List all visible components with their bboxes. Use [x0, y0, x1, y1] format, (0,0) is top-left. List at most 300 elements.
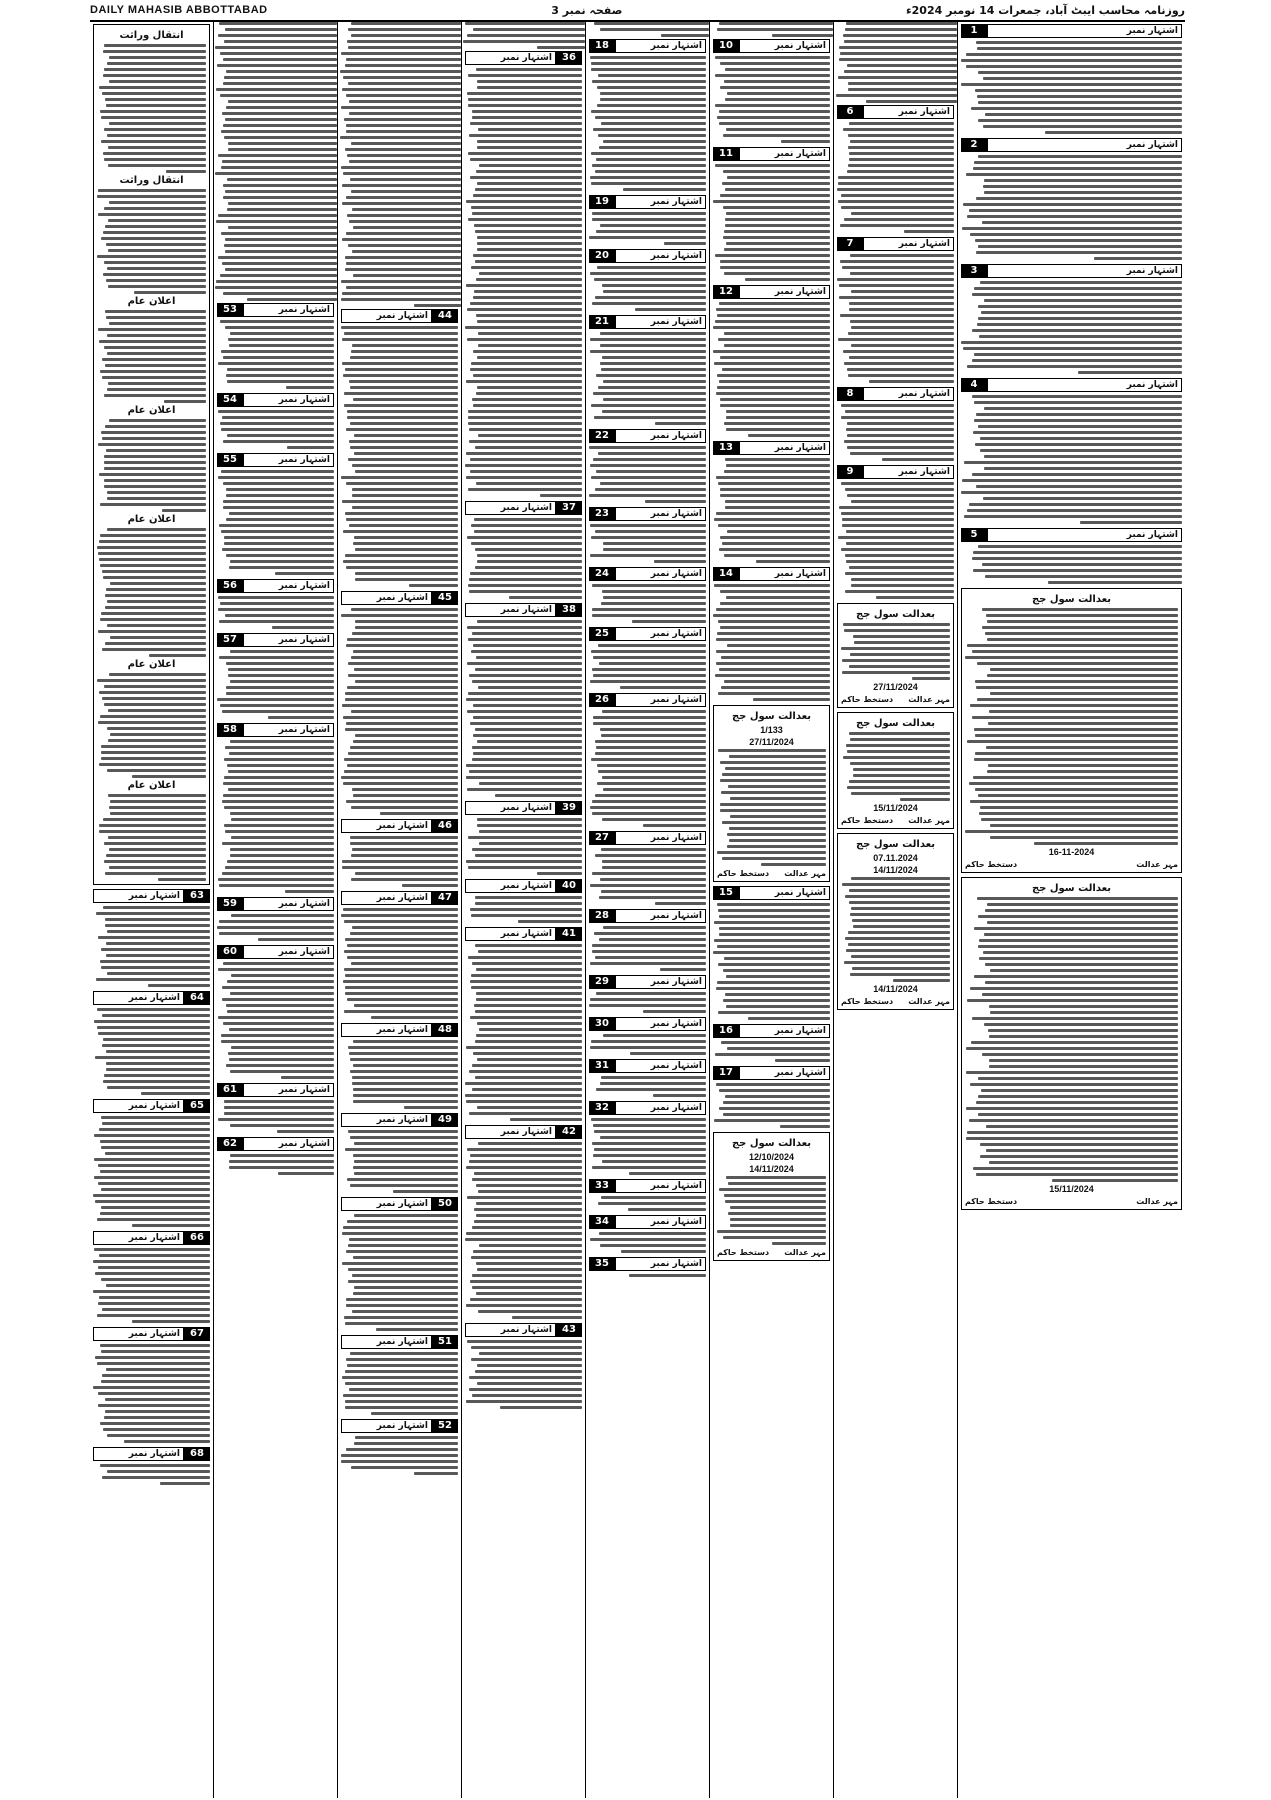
classified-notice	[961, 528, 1182, 584]
column-8	[958, 22, 1185, 1798]
ad-number-tag	[961, 24, 1182, 38]
classified-notice	[589, 39, 706, 191]
ad-number-label: اشتہار نمبر	[341, 1335, 432, 1349]
classified-notice	[341, 1023, 458, 1109]
ad-number-tag	[217, 303, 334, 317]
ad-number: 57	[217, 633, 243, 647]
ad-number-tag	[589, 831, 706, 845]
court-signature	[841, 816, 950, 825]
classified-notice	[961, 138, 1182, 260]
ad-number-tag	[589, 909, 706, 923]
text-lines	[214, 22, 337, 301]
ad-number-label: اشتہار نمبر	[243, 633, 334, 647]
text-lines	[834, 22, 957, 103]
ad-number-tag	[589, 1215, 706, 1229]
text-lines	[589, 524, 706, 563]
text-lines	[713, 584, 830, 701]
ad-number-label: اشتہار نمبر	[243, 453, 334, 467]
text-lines	[589, 644, 706, 689]
ad-number-tag	[465, 927, 582, 941]
ad-number-label: اشتہار نمبر	[615, 693, 706, 707]
court-signature	[965, 860, 1178, 869]
text-lines	[341, 836, 458, 887]
classified-notice	[465, 879, 582, 923]
text-lines	[713, 302, 830, 437]
ad-number-tag	[713, 886, 830, 900]
classified-notice	[93, 1447, 210, 1485]
ad-number-label: اشتہار نمبر	[739, 567, 830, 581]
ad-number: 68	[184, 1447, 210, 1461]
classified-notice	[589, 507, 706, 563]
ad-number-tag	[589, 507, 706, 521]
ad-number-label: اشتہار نمبر	[341, 1197, 432, 1211]
text-lines	[465, 944, 582, 1121]
text-lines	[462, 22, 585, 49]
ad-number: 7	[837, 237, 863, 251]
classified-notice	[589, 1215, 706, 1253]
ad-number-tag	[465, 1323, 582, 1337]
notice-heading: انتقال وراثت	[119, 175, 184, 186]
classified-notice	[961, 378, 1182, 524]
ad-number: 11	[713, 147, 739, 161]
classified-notice	[713, 147, 830, 281]
ad-number: 37	[556, 501, 582, 515]
notice-heading: اعلان عام	[127, 405, 176, 416]
ad-number: 46	[432, 819, 458, 833]
text-lines	[589, 266, 706, 311]
text-lines	[465, 896, 582, 923]
ad-number-label: اشتہار نمبر	[465, 927, 556, 941]
court-signature	[841, 695, 950, 704]
ad-number: 49	[432, 1113, 458, 1127]
text-lines	[589, 212, 706, 245]
ad-number-tag	[589, 975, 706, 989]
text-lines	[341, 1214, 458, 1331]
classified-notice	[341, 1197, 458, 1331]
ad-number-label: اشتہار نمبر	[615, 195, 706, 209]
newspaper-page	[90, 22, 1185, 1798]
ad-number: 19	[589, 195, 615, 209]
classified-notice	[93, 1327, 210, 1443]
ad-number-label: اشتہار نمبر	[739, 886, 830, 900]
masthead-title: DAILY MAHASIB ABBOTTABAD	[90, 4, 268, 16]
classified-notice	[465, 1323, 582, 1409]
signature-text: دستخط حاکم	[841, 816, 894, 825]
ad-number: 55	[217, 453, 243, 467]
ad-number-label: اشتہار نمبر	[243, 723, 334, 737]
text-lines	[93, 1008, 210, 1095]
text-lines	[93, 1116, 210, 1227]
ad-number-label: اشتہار نمبر	[465, 801, 556, 815]
text-lines	[93, 1248, 210, 1323]
classified-notice	[713, 886, 830, 1020]
ad-number-tag	[961, 264, 1182, 278]
masthead-date: روزنامہ محاسب ایبٹ آباد، جمعرات 14 نومبر 2024ء	[906, 3, 1185, 17]
classified-notice	[465, 603, 582, 797]
text-lines	[341, 326, 458, 587]
text-lines	[217, 320, 334, 389]
notice-heading: بعدالت سول جج	[855, 839, 936, 850]
text-lines	[713, 1083, 830, 1128]
text-lines	[710, 22, 833, 37]
text-lines	[965, 608, 1178, 845]
text-lines	[589, 1034, 706, 1055]
classified-notice	[341, 1335, 458, 1415]
text-lines	[589, 1196, 706, 1211]
classified-notice	[341, 591, 458, 815]
classified-notice	[589, 1179, 706, 1211]
date-stamp: 12/10/2024	[748, 1152, 795, 1162]
text-lines	[589, 1076, 706, 1097]
ad-number-tag	[589, 627, 706, 641]
ad-number-tag	[465, 801, 582, 815]
ad-number-label: اشتہار نمبر	[615, 627, 706, 641]
text-lines	[713, 56, 830, 143]
text-lines	[217, 596, 334, 629]
ad-number-label: اشتہار نمبر	[243, 1137, 334, 1151]
masthead	[90, 0, 1185, 22]
court-signature	[717, 1248, 826, 1257]
ad-number-label: اشتہار نمبر	[465, 51, 556, 65]
ad-number: 65	[184, 1099, 210, 1113]
ad-number-tag	[713, 39, 830, 53]
ad-number: 22	[589, 429, 615, 443]
classified-notice	[93, 1099, 210, 1227]
text-lines	[97, 44, 206, 173]
ad-number: 36	[556, 51, 582, 65]
text-lines	[589, 584, 706, 623]
ad-number-label: اشتہار نمبر	[93, 1327, 184, 1341]
text-lines	[341, 1436, 458, 1475]
ad-number-label: اشتہار نمبر	[987, 138, 1182, 152]
text-lines	[97, 794, 206, 881]
ad-number-tag	[589, 1059, 706, 1073]
ad-number-tag	[713, 441, 830, 455]
ad-number-tag	[217, 393, 334, 407]
text-lines	[713, 903, 830, 1020]
column-7	[834, 22, 958, 1798]
ad-number-label: اشتہار نمبر	[615, 1257, 706, 1271]
seal-text: مہر عدالت	[784, 1248, 826, 1257]
text-lines	[217, 740, 334, 893]
ad-number: 50	[432, 1197, 458, 1211]
signature-text: دستخط حاکم	[841, 695, 894, 704]
ad-number: 35	[589, 1257, 615, 1271]
column-4	[462, 22, 586, 1798]
ad-number: 51	[432, 1335, 458, 1349]
classified-notice	[465, 927, 582, 1121]
text-lines	[465, 818, 582, 875]
ad-number-label: اشتہار نمبر	[615, 831, 706, 845]
classified-notice	[465, 801, 582, 875]
signature-text: دستخط حاکم	[965, 860, 1018, 869]
ad-number: 28	[589, 909, 615, 923]
ad-number: 40	[556, 879, 582, 893]
ad-number: 20	[589, 249, 615, 263]
ad-number-label: اشتہار نمبر	[341, 309, 432, 323]
ad-number-tag	[961, 138, 1182, 152]
classified-notice	[589, 1059, 706, 1097]
text-lines	[465, 1142, 582, 1319]
ad-number: 14	[713, 567, 739, 581]
date-stamp: 16-11-2024	[1048, 847, 1095, 857]
classified-notice	[589, 249, 706, 311]
ad-number: 29	[589, 975, 615, 989]
notices-block	[93, 24, 210, 885]
ad-number-tag	[837, 237, 954, 251]
classified-notice	[837, 465, 954, 599]
date-stamp: 14/11/2024	[873, 865, 918, 875]
ad-number: 62	[217, 1137, 243, 1151]
seal-text: مہر عدالت	[784, 869, 826, 878]
ad-number: 44	[432, 309, 458, 323]
notice-heading: بعدالت سول جج	[855, 609, 936, 620]
date-stamp: 27/11/2024	[873, 682, 918, 692]
classified-notice	[589, 1017, 706, 1055]
column-2	[214, 22, 338, 1798]
ad-number-label: اشتہار نمبر	[739, 147, 830, 161]
classified-notice	[589, 831, 706, 905]
ad-number-label: اشتہار نمبر	[739, 39, 830, 53]
text-lines	[97, 189, 206, 294]
notice-heading: انتقال وراثت	[119, 30, 184, 41]
text-lines	[837, 122, 954, 233]
ad-number-tag	[961, 528, 1182, 542]
text-lines	[589, 926, 706, 971]
ad-number-tag	[341, 1197, 458, 1211]
signature-text: دستخط حاکم	[717, 1248, 770, 1257]
ad-number-label: اشتہار نمبر	[987, 378, 1182, 392]
ad-number: 47	[432, 891, 458, 905]
ad-number: 12	[713, 285, 739, 299]
classified-notice	[217, 393, 334, 449]
ad-number-tag	[341, 591, 458, 605]
text-lines	[217, 1100, 334, 1133]
classified-notice	[465, 501, 582, 599]
ad-number-tag	[93, 1327, 210, 1341]
ad-number: 3	[961, 264, 987, 278]
ad-number: 6	[837, 105, 863, 119]
classified-notice	[837, 237, 954, 383]
ad-number-label: اشتہار نمبر	[243, 393, 334, 407]
classified-notice	[341, 819, 458, 887]
classified-notice	[589, 909, 706, 971]
ad-number-label: اشتہار نمبر	[93, 889, 184, 903]
court-notice	[837, 712, 954, 829]
ad-number-tag	[961, 378, 1182, 392]
column-3	[338, 22, 462, 1798]
classified-notice	[217, 579, 334, 629]
text-lines	[589, 992, 706, 1013]
ad-number: 9	[837, 465, 863, 479]
text-lines	[841, 732, 950, 801]
ad-number-tag	[713, 1024, 830, 1038]
ad-number-label: اشتہار نمبر	[341, 891, 432, 905]
ad-number-tag	[341, 309, 458, 323]
classified-notice	[217, 945, 334, 1079]
ad-number: 1	[961, 24, 987, 38]
ad-number-tag	[341, 1113, 458, 1127]
notice-heading: بعدالت سول جج	[1031, 594, 1112, 605]
ad-number-label: اشتہار نمبر	[341, 591, 432, 605]
classified-notice	[589, 693, 706, 827]
ad-number-tag	[217, 723, 334, 737]
ad-number-label: اشتہار نمبر	[615, 429, 706, 443]
ad-number: 2	[961, 138, 987, 152]
ad-number-label: اشتہار نمبر	[341, 1419, 432, 1433]
text-lines	[97, 673, 206, 778]
classified-notice	[589, 1257, 706, 1277]
ad-number: 38	[556, 603, 582, 617]
ad-number: 59	[217, 897, 243, 911]
ad-number-tag	[341, 1419, 458, 1433]
text-lines	[465, 68, 582, 497]
ad-number-tag	[341, 1023, 458, 1037]
text-lines	[93, 1464, 210, 1485]
ad-number-label: اشتہار نمبر	[465, 1125, 556, 1139]
ad-number-label: اشتہار نمبر	[863, 465, 954, 479]
notice-heading: بعدالت سول جج	[855, 718, 936, 729]
text-lines	[961, 395, 1182, 524]
classified-notice	[217, 453, 334, 575]
ad-number: 5	[961, 528, 987, 542]
classified-notice	[837, 387, 954, 461]
ad-number: 34	[589, 1215, 615, 1229]
date-stamp: 27/11/2024	[749, 737, 794, 747]
date-stamp: 15/11/2024	[873, 803, 918, 813]
text-lines	[341, 608, 458, 815]
ad-number-tag	[589, 429, 706, 443]
ad-number-tag	[341, 1335, 458, 1349]
ad-number-tag	[589, 1101, 706, 1115]
notice-heading: اعلان عام	[127, 296, 176, 307]
court-signature	[841, 997, 950, 1006]
classified-notice	[713, 285, 830, 437]
classified-notice	[341, 891, 458, 1019]
ad-number-tag	[217, 1083, 334, 1097]
ad-number-label: اشتہار نمبر	[615, 315, 706, 329]
court-notice	[961, 588, 1182, 873]
ad-number-label: اشتہار نمبر	[615, 1059, 706, 1073]
ad-number: 8	[837, 387, 863, 401]
text-lines	[841, 623, 950, 680]
classified-notice	[713, 39, 830, 143]
ad-number-label: اشتہار نمبر	[863, 387, 954, 401]
ad-number-label: اشتہار نمبر	[615, 1101, 706, 1115]
ad-number-label: اشتہار نمبر	[93, 1099, 184, 1113]
court-notice	[837, 603, 954, 708]
ad-number-tag	[93, 1231, 210, 1245]
ad-number-tag	[93, 1099, 210, 1113]
ad-number: 53	[217, 303, 243, 317]
ad-number: 67	[184, 1327, 210, 1341]
notice-heading: اعلان عام	[127, 514, 176, 525]
ad-number-tag	[837, 387, 954, 401]
ad-number-label: اشتہار نمبر	[615, 975, 706, 989]
ad-number: 27	[589, 831, 615, 845]
ad-number-label: اشتہار نمبر	[465, 501, 556, 515]
date-stamp: 14/11/2024	[749, 1164, 794, 1174]
ad-number-label: اشتہار نمبر	[863, 105, 954, 119]
ad-number: 26	[589, 693, 615, 707]
ad-number-label: اشتہار نمبر	[341, 1113, 432, 1127]
classified-notice	[713, 1024, 830, 1062]
court-notice	[961, 877, 1182, 1210]
text-lines	[589, 1232, 706, 1253]
classified-notice	[341, 309, 458, 587]
ad-number-label: اشتہار نمبر	[863, 237, 954, 251]
text-lines	[713, 458, 830, 563]
classified-notice	[217, 633, 334, 719]
page-number: صفحہ نمبر 3	[551, 3, 623, 17]
ad-number: 25	[589, 627, 615, 641]
ad-number: 64	[184, 991, 210, 1005]
classified-notice	[217, 897, 334, 941]
ad-number: 42	[556, 1125, 582, 1139]
column-6	[710, 22, 834, 1798]
text-lines	[97, 528, 206, 657]
ad-number-tag	[589, 567, 706, 581]
ad-number-tag	[589, 693, 706, 707]
ad-number-label: اشتہار نمبر	[243, 303, 334, 317]
classified-notice	[589, 627, 706, 689]
classified-notice	[713, 1066, 830, 1128]
ad-number-tag	[93, 1447, 210, 1461]
ad-number: 30	[589, 1017, 615, 1031]
column-5	[586, 22, 710, 1798]
ad-number-label: اشتہار نمبر	[615, 1017, 706, 1031]
seal-text: مہر عدالت	[1136, 1197, 1178, 1206]
ad-number-tag	[589, 195, 706, 209]
ad-number: 45	[432, 591, 458, 605]
ad-number-tag	[589, 39, 706, 53]
text-lines	[961, 545, 1182, 584]
date-stamp: 07.11.2024	[873, 853, 918, 863]
classified-notice	[217, 1083, 334, 1133]
ad-number-label: اشتہار نمبر	[615, 39, 706, 53]
ad-number: 52	[432, 1419, 458, 1433]
ad-number-label: اشتہار نمبر	[615, 507, 706, 521]
ad-number: 61	[217, 1083, 243, 1097]
text-lines	[589, 848, 706, 905]
classified-notice	[93, 889, 210, 987]
date-stamp: 14/11/2024	[873, 984, 918, 994]
ad-number: 17	[713, 1066, 739, 1080]
ad-number-tag	[589, 249, 706, 263]
ad-number-label: اشتہار نمبر	[739, 1066, 830, 1080]
text-lines	[465, 1340, 582, 1409]
court-notice	[713, 1132, 830, 1261]
ad-number-label: اشتہار نمبر	[615, 249, 706, 263]
ad-number-tag	[341, 819, 458, 833]
text-lines	[961, 281, 1182, 374]
classified-notice	[837, 105, 954, 233]
text-lines	[217, 470, 334, 575]
ad-number-tag	[465, 501, 582, 515]
ad-number-tag	[713, 285, 830, 299]
ad-number-tag	[217, 633, 334, 647]
classified-notice	[589, 975, 706, 1013]
classified-notice	[465, 51, 582, 497]
ad-number-label: اشتہار نمبر	[987, 528, 1182, 542]
court-notice	[713, 705, 830, 882]
text-lines	[97, 310, 206, 403]
text-lines	[713, 1041, 830, 1062]
signature-text: دستخط حاکم	[841, 997, 894, 1006]
classified-notice	[589, 195, 706, 245]
ad-number-tag	[713, 147, 830, 161]
ad-number-tag	[93, 991, 210, 1005]
